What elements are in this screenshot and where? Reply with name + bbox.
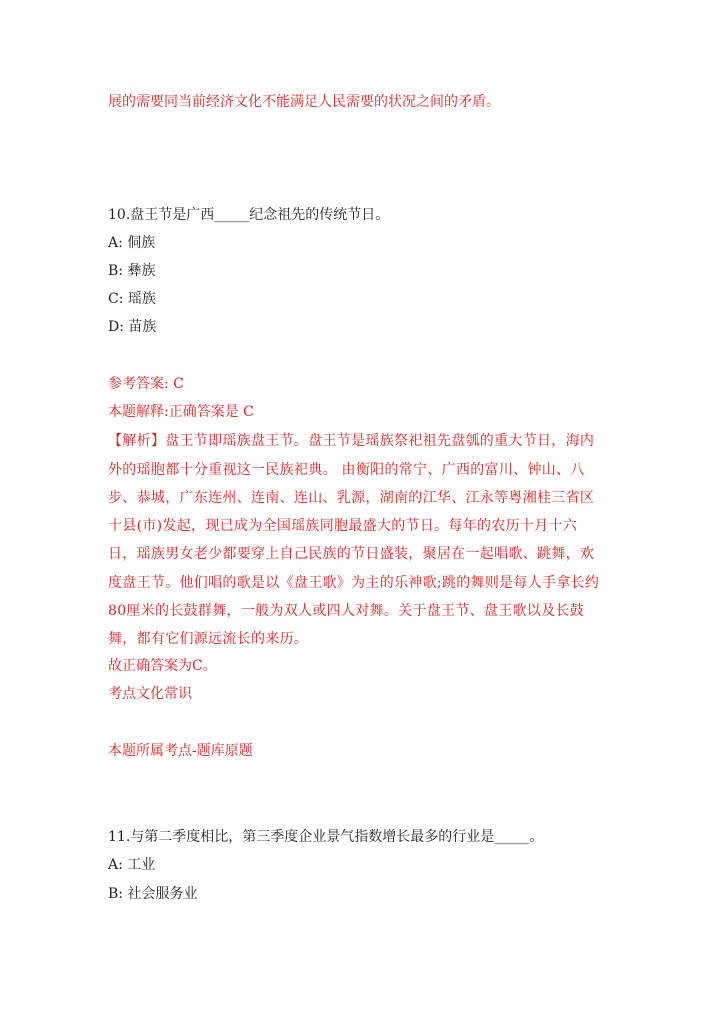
reference-answer: 参考答案: C xyxy=(108,376,184,392)
previous-explanation-tail: 展的需要同当前经济文化不能满足人民需要的状况之间的矛盾。 xyxy=(108,94,500,110)
analysis-line: 舞，都有它们源远流长的来历。 xyxy=(108,631,309,647)
question-stem: 11.与第二季度相比，第三季度企业景气指数增长最多的行业是_____。 xyxy=(108,829,544,845)
analysis-line: 【解析】盘王节即瑶族盘王节。盘王节是瑶族祭祀祖先盘瓠的重大节日，海内 xyxy=(108,433,595,449)
analysis-line: 十县(市)发起，现已成为全国瑶族同胞最盛大的节日。每年的农历十月十六 xyxy=(108,518,578,534)
option-a: A: 工业 xyxy=(108,857,156,873)
conclusion: 故正确答案为C。 xyxy=(108,658,217,674)
analysis-line: 80厘米的长鼓群舞，一般为双人或四人对舞。关于盘王节、盘王歌以及长鼓 xyxy=(108,603,585,619)
analysis-line: 步、恭城，广东连州、连南、连山、乳源，湖南的江华、江永等粤湘桂三省区 xyxy=(108,490,595,506)
analysis-line: 外的瑶胞都十分重视这一民族祀典。 由衡阳的常宁、广西的富川、钟山、八 xyxy=(108,462,585,478)
question-source: 本题所属考点-题库原题 xyxy=(108,743,253,759)
option-c: C: 瑶族 xyxy=(108,291,156,307)
analysis-line: 日，瑶族男女老少都要穿上自己民族的节日盛装，聚居在一起唱歌、跳舞，欢 xyxy=(108,546,595,562)
analysis-line: 度盘王节。他们唱的歌是以《盘王歌》为主的乐神歌;跳的舞则是每人手拿长约 xyxy=(108,575,600,591)
option-b: B: 社会服务业 xyxy=(108,886,198,902)
option-d: D: 苗族 xyxy=(108,319,157,335)
knowledge-point: 考点文化常识 xyxy=(108,686,192,702)
option-a: A: 侗族 xyxy=(108,235,156,251)
option-b: B: 彝族 xyxy=(108,263,156,279)
question-stem: 10.盘王节是广西_____纪念祖先的传统节日。 xyxy=(108,207,390,223)
explanation-title: 本题解释:正确答案是 C xyxy=(108,404,254,420)
